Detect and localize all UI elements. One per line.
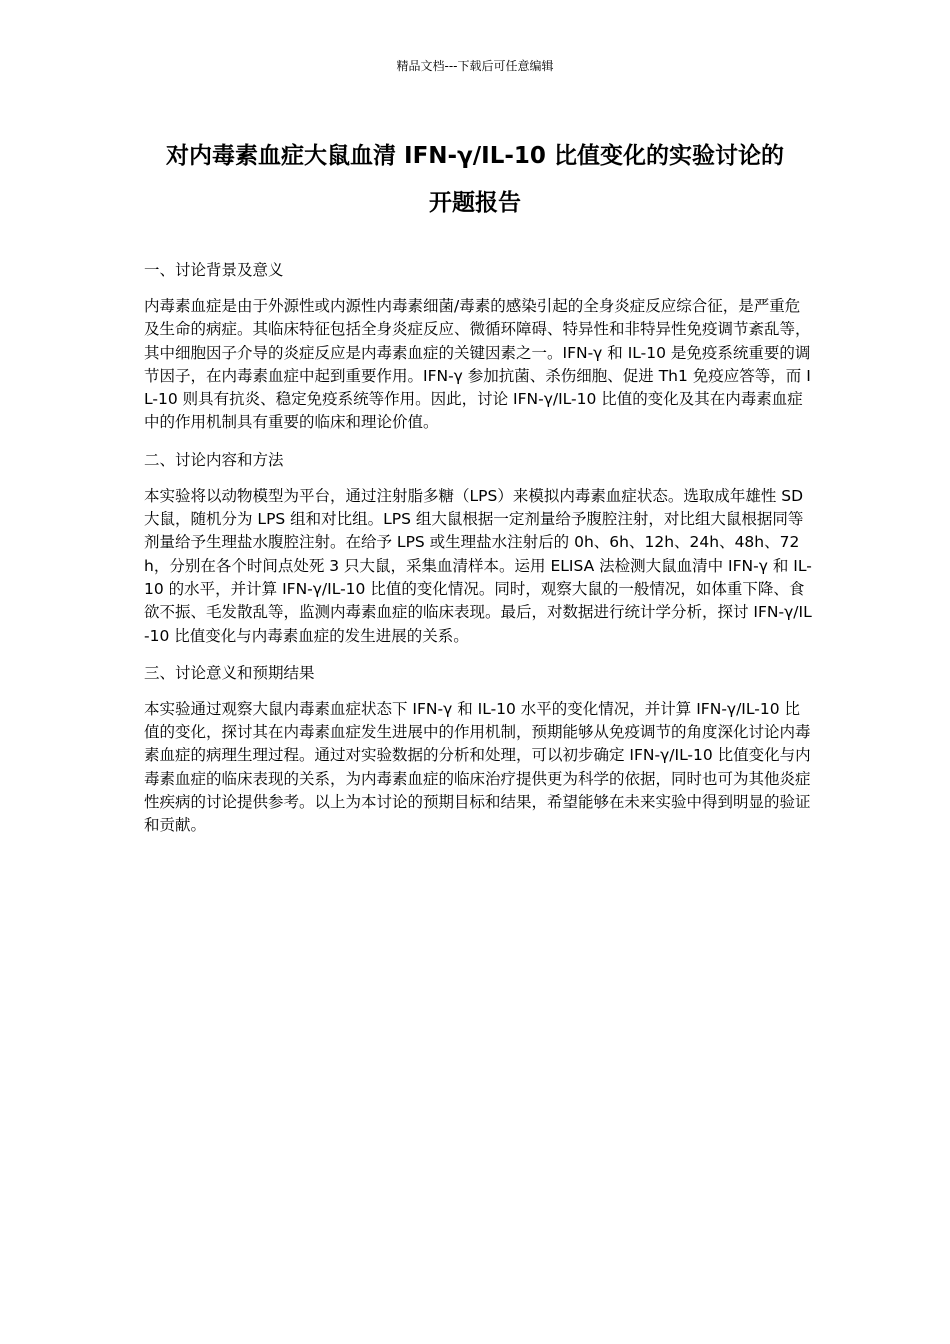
section-paragraph: 本实验将以动物模型为平台，通过注射脂多糖（LPS）来模拟内毒素血症状态。选取成年雄性 SD 大鼠，随机分为 LPS 组和对比组。LPS 组大鼠根据一定剂量给予腹腔注射，对比组大鼠根据同等剂量给予生理盐水腹腔注射。在给予 LPS 或生理盐水注射后的 0h、6h、12h、24h、48h、72h，分别在各个时间点处死 3 只大鼠，采集血清样本。运用 ELISA 法检测大鼠血清中 IFN-γ 和 IL-10 的水平，并计算 IFN-γ/IL-10 比值的变化情况。同时，观察大鼠的一般情况，如体重下降、食欲不振、毛发散乱等，监测内毒素血症的临床表现。最后，对数据进行统计学分析，探讨 IFN-γ/IL-10 比值变化与内毒素血症的发生进展的关系。: [144, 486, 812, 645]
document-title-line-1: 对内毒素血症大鼠血清 IFN-γ/IL-10 比值变化的实验讨论的: [166, 143, 784, 169]
section-paragraph: 本实验通过观察大鼠内毒素血症状态下 IFN-γ 和 IL-10 水平的变化情况，并计算 IFN-γ/IL-10 比值的变化，探讨其在内毒素血症发生进展中的作用机制，预期能够从免疫调节的角度深化讨论内毒素血症的病理生理过程。通过对实验数据的分析和处理，可以初步确定 IFN-γ/IL-10 比值变化与内毒素血症的临床表现的关系，为内毒素血症的临床治疗提供更为科学的依据，同时也可为其他炎症性疾病的讨论提供参考。以上为本讨论的预期目标和结果，希望能够在未来实验中得到明显的验证和贡献。: [144, 699, 811, 835]
section-heading: 一、讨论背景及意义: [144, 261, 284, 279]
section-heading: 二、讨论内容和方法: [144, 450, 284, 469]
section-paragraph: 内毒素血症是由于外源性或内源性内毒素细菌/毒素的感染引起的全身炎症反应综合征，是严重危及生命的病症。其临床特征包括全身炎症反应、微循环障碍、特异性和非特异性免疫调节紊乱等，其中细胞因子介导的炎症反应是内毒素血症的关键因素之一。IFN-γ 和 IL-10 是免疫系统重要的调节因子，在内毒素血症中起到重要作用。IFN-γ 参加抗菌、杀伤细胞、促进 Th1 免疫应答等，而 IL-10 则具有抗炎、稳定免疫系统等作用。因此，讨论 IFN-γ/IL-10 比值的变化及其在内毒素血症中的作用机制具有重要的临床和理论价值。: [144, 297, 811, 432]
header-note: 精品文档---下载后可任意编辑: [396, 59, 554, 73]
document-title: [130, 133, 820, 227]
document-body: [144, 258, 812, 851]
document-title-line-2: 开题报告: [429, 190, 521, 216]
section-background: [144, 258, 812, 435]
section-heading: 三、讨论意义和预期结果: [144, 663, 315, 682]
section-content-methods: [144, 448, 812, 648]
section-significance-results: [144, 661, 812, 838]
